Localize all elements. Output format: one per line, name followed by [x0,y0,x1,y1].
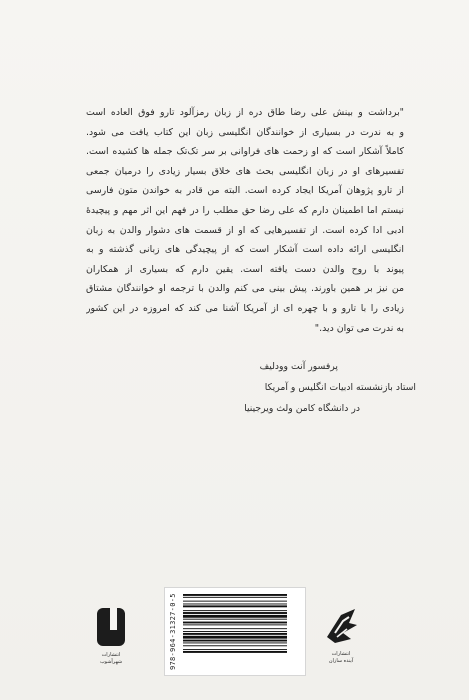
quote-line: و به ندرت در بسیاری از خوانندگان انگلیسی زبان این کتاب یافت می شود. [86,126,404,138]
publisher-right-caption: انتشارات [331,651,351,657]
publisher-left-name: شهرآشوب [99,659,123,665]
publisher-logo-right [321,603,361,675]
quote-line: کاملاً آشکار است که او زحمت های فراوانی بر سر تک‌تک جمله ها کشیده است. [86,146,404,158]
publisher-right-name: آینده سازان [328,658,354,664]
quote-line: نیستم اما اطمینان دارم که علی رضا حق مطلب را در فهم این اثر مهم و پیچیدهٔ [86,204,404,216]
quote-line: به ندرت می توان دید." [314,322,404,334]
quote-line: من نیز بر همین باورند. پیش بینی می کنم والدن با ترجمه او خوانندگان مشتاق [86,283,404,295]
quote-line: زیادی را با تارو و با چهره ای از آمریکا آشنا می کند که امروزه در این کشور [86,302,404,314]
quote-line: از تارو پژوهان آمریکا ایجاد کرده است. البته من قادر به خواندن متون فارسی [86,185,404,197]
barcode-icon [183,592,303,671]
quote-line: انگلیسی ارائه داده است آشکار است که از پیچیدگی های زبانی گذشته و به [86,244,404,256]
quote-line: "برداشت و بینش علی رضا طاق دره از زبان رمزآلود تارو فوق العاده است [86,107,404,118]
isbn-barcode [164,587,306,676]
publisher-logo-left [91,604,131,674]
author-name: پرفسور آنت وودلیف [259,361,338,372]
author-university: در دانشگاه کامن ولث ویرجینیا [244,403,360,414]
isbn-number: 978-964-31327-0-5 [169,593,177,670]
endorsement-quote [86,103,404,338]
quote-line: تفسیرهای او در زبان انگلیسی بحث های خلاق بسیار زیادی را درمیان جمعی [86,165,404,177]
quote-line: پیوند با روح والدن دست یافته است. یقین دارم که بسیاری از همکاران [86,263,404,275]
publisher-mark-icon [91,604,131,652]
book-wing-icon [321,603,361,651]
quote-line: ادبی ادا کرده است. از تفسیرهایی که او از قسمت های دشوار والدن به زبان [86,224,404,236]
quote-attribution [150,356,416,419]
publisher-left-caption: انتشارات [101,652,121,658]
author-title: استاد بازنشسته ادبیات انگلیس و آمریکا [264,382,416,393]
